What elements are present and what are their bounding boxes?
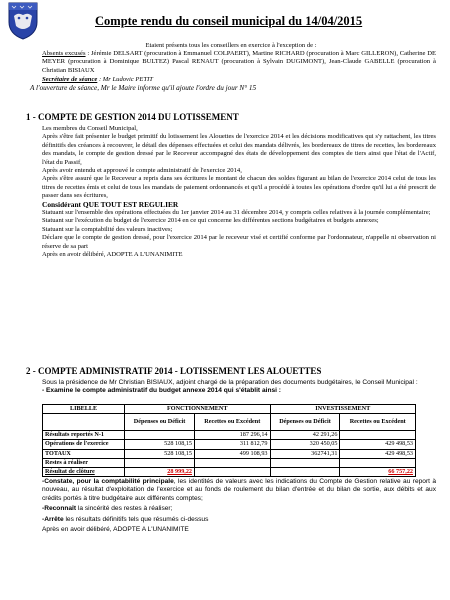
table-total-row — [43, 467, 416, 476]
cell: 499 108,93 — [195, 449, 270, 458]
coat-of-arms-icon — [8, 2, 38, 40]
absent-label: Absents excusés — [42, 50, 86, 57]
paragraph: Statuant sur l'exécution du budget de l'exercice 2014 en ce qui concerne les différentes sections budgétaires et budgets annexes; — [42, 217, 379, 225]
subheader-recettes: Recettes ou Excédent — [195, 414, 270, 431]
absent-text: : Jérémie DELSART (procuration à Emmanuel COLPAERT), Martine RICHARD (procuration à Marc GILLERON), Catherine DE MEYER (procuration à Dominique BULTEZ) Pascal RENAUT (procuration à Sylvain DUGIMONT), Jean-Claude GABELLE (procuration à Christian BISIAUX — [42, 50, 436, 74]
paragraph: Après avoir entendu et approuvé le compte administratif de l'exercice 2014, — [42, 167, 242, 175]
paragraph: Statuant sur la comptabilité des valeurs inactives; — [42, 225, 173, 233]
subheader-depenses: Dépenses ou Déficit — [270, 414, 340, 431]
paragraph: Après s'être fait présenter le budget primitif du lotissement les Alouettes de l'exercice 2014 et les décisions modificatives qui s'y rattachent, les titres définitifs des créances à recouvrer, le détail des dépenses effectuées et celui des mandats délivrés, les bordereaux de titres de recettes, les bordereaux des mandats, le compte de gestion dressé par le Receveur accompagné des états de développement des comptes de tiers ainsi que l'état de l'Actif, l'état du Passif, — [42, 133, 436, 166]
paragraph — [42, 516, 436, 524]
opening-note: A l'ouverture de séance, Mr le Maire informe qu'il ajoute l'ordre du jour N° 15 — [30, 84, 257, 92]
cell — [340, 458, 416, 467]
cell — [125, 431, 195, 440]
cell-excedent: 66 757,22 — [340, 467, 416, 476]
table-row — [43, 458, 416, 467]
paragraph: - Examine le compte administratif du budget annexe 2014 qui s'établit ainsi : — [42, 387, 282, 395]
header-libelle: LIBELLE — [43, 405, 125, 414]
paragraph: Considérant QUE TOUT EST REGULIER — [42, 199, 179, 209]
table-subheader-row — [43, 414, 416, 431]
subheader-depenses: Dépenses ou Déficit — [125, 414, 195, 431]
section-2-intro — [42, 379, 436, 396]
cell — [340, 431, 416, 440]
paragraph: Sous la présidence de Mr Christian BISIAUX, adjoint chargé de la préparation des documents budgétaires, le Conseil Municipal : — [42, 379, 418, 386]
row-label: Opérations de l'exercice — [43, 440, 125, 449]
section-1-body — [42, 125, 436, 260]
bullet-text: les résultats définitifs tels que résumés ci-dessus — [63, 515, 209, 523]
paragraph: Après en avoir délibéré, ADOPTE A L'UNANIMITE — [42, 251, 183, 259]
cell: 320 450,05 — [270, 440, 340, 449]
paragraph: Les membres du Conseil Municipal, — [42, 125, 138, 132]
header-investissement: INVESTISSEMENT — [270, 405, 416, 414]
bullet-label: -Arrête — [42, 515, 64, 523]
cell: 187 296,14 — [195, 431, 270, 440]
table-header-row — [43, 405, 416, 414]
paragraph: Déclare que le compte de gestion dressé, pour l'exercice 2014 par le receveur visé et certifié conforme par l'ordonnateur, n'appelle ni observation ni réserve de sa part — [42, 234, 436, 250]
paragraph — [42, 478, 436, 503]
table-row — [43, 440, 416, 449]
paragraph: Après s'être assuré que le Receveur a repris dans ses écritures le montant de chacun des soldes figurant au bilan de l'exercice 2014 celui de tous les titres de recettes émis et celui de tous les mandats de paiement ordonnancés et qu'il a procédé à toutes les opérations d'ordre qu'il lui a été prescrit de passer dans ses écritures, — [42, 175, 436, 200]
page-title: Compte rendu du conseil municipal du 14/04/2015 — [95, 14, 363, 28]
attendance-line: Etaient présents tous les conseillers en exercice à l'exception de : — [145, 42, 317, 49]
header-fonctionnement: FONCTIONNEMENT — [125, 405, 270, 414]
cell: 528 108,15 — [125, 440, 195, 449]
absent-block — [42, 50, 436, 75]
bullet-text: la sincérité des restes à réaliser; — [76, 505, 173, 513]
paragraph — [42, 505, 436, 513]
row-label: Résultat de clôture — [43, 467, 125, 476]
paragraph: Statuant sur l'ensemble des opérations effectuées du 1er janvier 2014 au 31 décembre 2014, y compris celles relatives à la journée complémentaire; — [42, 209, 431, 217]
secretary-label: Secrétaire de séance — [42, 76, 98, 83]
section-1-heading: 1 - COMPTE DE GESTION 2014 DU LOTISSEMENT — [26, 112, 239, 122]
cell — [270, 458, 340, 467]
cell-deficit: 28 999,22 — [125, 467, 195, 476]
cell: 362741,31 — [270, 449, 340, 458]
cell: 42 291,26 — [270, 431, 340, 440]
budget-table — [42, 404, 416, 477]
row-label: Résultats reportés N-1 — [43, 431, 125, 440]
cell: 528 108,15 — [125, 449, 195, 458]
row-label: TOTAUX — [43, 449, 125, 458]
bullet-text: , les identités de valeurs avec les indications du Compte de Gestion relative au report à nouveau, au résultat d'exploitation de l'exercice et au fonds de roulement du bilan d'entrée et du bilan de sortie, aux débits et aux crédits portés à titre budgétaire aux différents comptes; — [42, 478, 436, 502]
section-2-conclusions — [42, 478, 436, 534]
cell: 429 498,53 — [340, 440, 416, 449]
subheader-recettes: Recettes ou Excédent — [340, 414, 416, 431]
row-label: Restes à réaliser — [43, 458, 125, 467]
section-2-heading: 2 - COMPTE ADMINISTRATIF 2014 - LOTISSEMENT LES ALOUETTES — [26, 366, 322, 376]
bullet-label: -Constate, pour la comptabilité principale — [42, 478, 174, 485]
cell — [125, 458, 195, 467]
secretary-text: : Mr Ludovic PETIT — [97, 76, 153, 83]
table-row — [43, 449, 416, 458]
cell: 429 498,53 — [340, 449, 416, 458]
cell: 311 812,79 — [195, 440, 270, 449]
paragraph: Après en avoir délibéré, ADOPTE A L'UNANIMITE — [42, 526, 189, 534]
table-row — [43, 431, 416, 440]
cell — [195, 458, 270, 467]
bullet-label: -Reconnaît — [42, 505, 77, 513]
